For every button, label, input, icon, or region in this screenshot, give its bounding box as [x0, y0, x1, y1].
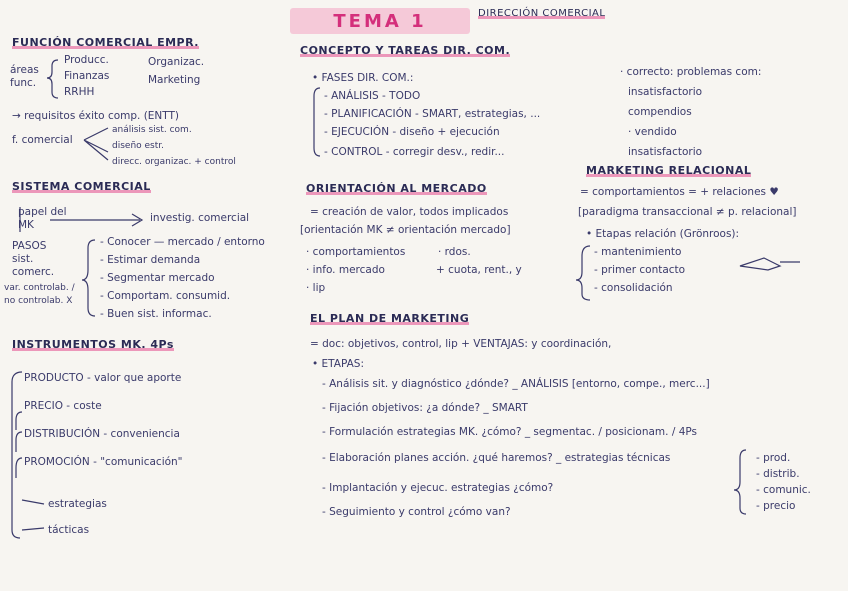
- instrumentos-heading: INSTRUMENTOS MK. 4Ps: [12, 338, 174, 351]
- paradigma-transaccional: paradigma transaccional: [582, 206, 713, 218]
- comportamientos: · comportamientos: [306, 246, 406, 258]
- page-title: TEMA 1: [290, 8, 470, 34]
- fase-2: - EJECUCIÓN - diseño + ejecución: [324, 126, 500, 138]
- requisitos: → requisitos éxito comp. (ENTT): [12, 110, 180, 122]
- fase-1: - PLANIFICACIÓN - SMART, estrategias, ...: [324, 108, 541, 120]
- areas-col1-0: Producc.: [64, 54, 109, 66]
- areas-col2-1: Marketing: [148, 74, 201, 86]
- areas-col1-1: Finanzas: [64, 70, 110, 82]
- areas-label: áreas func.: [10, 64, 39, 89]
- areas-col1-2: RRHH: [64, 86, 95, 98]
- correcto-item-0: insatisfactorio: [628, 86, 703, 98]
- orientacion-mercado: orientación mercado: [397, 224, 507, 236]
- sistema-step-4: - Buen sist. informac.: [100, 308, 212, 320]
- correcto-heading: · correcto: problemas com:: [620, 66, 762, 78]
- funcion-heading: FUNCIÓN COMERCIAL EMPR.: [12, 36, 199, 49]
- fcomercial-item-2: direcc. organizac. + control: [112, 157, 236, 167]
- correcto-item-1: compendios: [628, 106, 692, 118]
- instrumento-3: PROMOCIÓN - "comunicación": [24, 456, 183, 468]
- plan-step-3: - Elaboración planes acción. ¿qué haremos? _ estrategias técnicas: [322, 452, 671, 464]
- brace-areas: [47, 60, 58, 98]
- rent: + cuota, rent., y: [436, 264, 522, 276]
- plan-etapas: • ETAPAS:: [312, 358, 364, 370]
- sistema-step-2: - Segmentar mercado: [100, 272, 215, 284]
- brace-grönroos: [576, 246, 590, 300]
- brace-4p: [734, 450, 746, 514]
- tacticas-label: tácticas: [48, 524, 90, 536]
- papel-label: papel del MK: [18, 206, 67, 231]
- fcomercial-item-1: diseño estr.: [112, 141, 165, 151]
- page-subtitle: DIRECCIÓN COMERCIAL: [478, 8, 606, 19]
- relacional-etapas: • Etapas relación (Grönroos):: [586, 228, 740, 240]
- fcomercial-label: f. comercial: [12, 134, 73, 146]
- orientacion-creacion: = creación de valor, todos implicados: [310, 206, 509, 218]
- fourp-1: - distrib.: [756, 468, 800, 480]
- areas-col2-0: Organizac.: [148, 56, 205, 68]
- sistema-step-0: - Conocer — mercado / entorno: [100, 236, 265, 248]
- orientacion-contraste: [orientación MK ≠ orientación mercado]: [300, 224, 511, 236]
- plan-step-0: - Análisis sit. y diagnóstico ¿dónde? _ ANÁLISIS [entorno, compe., merc...]: [322, 378, 710, 390]
- plan-doc: = doc: objetivos, control, lip + VENTAJAS: y coordinación,: [310, 338, 612, 350]
- sistema-heading: SISTEMA COMERCIAL: [12, 180, 151, 193]
- estrategias-label: estrategias: [48, 498, 107, 510]
- var-label: var. controlab. / no controlab. X: [4, 283, 75, 306]
- plan-step-1: - Fijación objetivos: ¿a dónde? _ SMART: [322, 402, 528, 414]
- fase-0: - ANÁLISIS - TODO: [324, 90, 421, 102]
- paradigma-relacional: p. relacional: [728, 206, 793, 218]
- instrumento-1: PRECIO - coste: [24, 400, 102, 412]
- info-mercado: · info. mercado: [306, 264, 385, 276]
- handshake-sketch: [740, 258, 780, 270]
- fases-label: • FASES DIR. COM.:: [312, 72, 414, 84]
- investig-label: investig. comercial: [150, 212, 250, 224]
- sistema-step-3: - Comportam. consumid.: [100, 290, 231, 302]
- orientacion-mk: orientación MK: [304, 224, 383, 236]
- sistema-step-1: - Estimar demanda: [100, 254, 201, 266]
- brace-fases: [314, 88, 320, 156]
- fourp-0: - prod.: [756, 452, 791, 464]
- instrumento-0: PRODUCTO - valor que aporte: [24, 372, 182, 384]
- plan-step-5: - Seguimiento y control ¿cómo van?: [322, 506, 511, 518]
- plan-heading: EL PLAN DE MARKETING: [310, 312, 470, 325]
- plan-step-2: - Formulación estrategias MK. ¿cómo? _ segmentac. / posicionam. / 4Ps: [322, 426, 698, 438]
- arrow-fcomercial: [84, 128, 108, 160]
- fourp-3: - precio: [756, 500, 796, 512]
- relacional-item-2: - consolidación: [594, 282, 673, 294]
- relacional-item-0: - mantenimiento: [594, 246, 682, 258]
- fcomercial-item-0: análisis sist. com.: [112, 125, 192, 135]
- brace-4ps: [12, 372, 22, 538]
- instrumento-2: DISTRIBUCIÓN - conveniencia: [24, 428, 180, 440]
- fase-3: - CONTROL - corregir desv., redir...: [324, 146, 505, 158]
- relacional-eq: = comportamientos = + relaciones ♥: [580, 186, 779, 198]
- correcto-item-3: insatisfactorio: [628, 146, 703, 158]
- concepto-heading: CONCEPTO Y TAREAS DIR. COM.: [300, 44, 511, 57]
- fourp-2: - comunic.: [756, 484, 811, 496]
- relacional-heading: MARKETING RELACIONAL: [586, 164, 752, 177]
- rdos: · rdos.: [438, 246, 471, 258]
- relacional-contraste: [paradigma transaccional ≠ p. relacional]: [578, 206, 797, 218]
- correcto-item-2: · vendido: [628, 126, 677, 138]
- lip: · lip: [306, 282, 326, 294]
- relacional-item-1: - primer contacto: [594, 264, 686, 276]
- orientacion-heading: ORIENTACIÓN AL MERCADO: [306, 182, 487, 195]
- pasos-label: PASOS sist. comerc.: [12, 240, 55, 278]
- plan-step-4: - Implantación y ejecuc. estrategias ¿cómo?: [322, 482, 554, 494]
